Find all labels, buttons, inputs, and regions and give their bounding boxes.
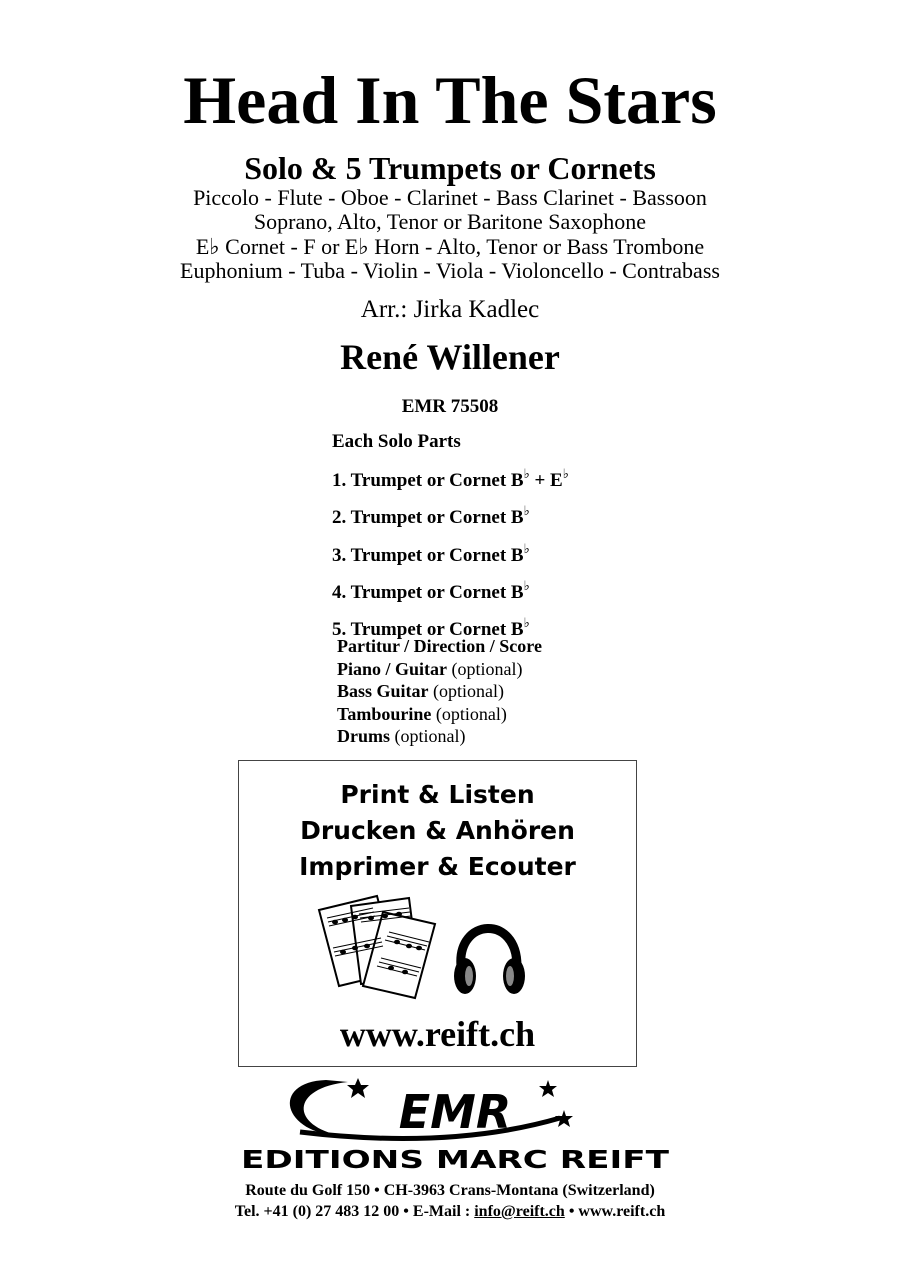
extra-part-name: Bass Guitar <box>337 681 429 701</box>
instrument-list <box>0 186 900 284</box>
extra-part-item <box>337 658 542 681</box>
print-listen-line: Print & Listen <box>340 780 535 809</box>
publisher-contact <box>0 1180 900 1222</box>
piece-title: Head In The Stars <box>183 62 717 138</box>
extra-part-item <box>337 703 542 726</box>
piece-subtitle: Solo & 5 Trumpets or Cornets <box>244 150 656 186</box>
solo-parts-header: Each Solo Parts <box>332 431 461 452</box>
extra-part-item <box>337 725 542 748</box>
flat-sign: ♭ <box>523 503 530 519</box>
publisher-address: Route du Golf 150 • CH-3963 Crans-Montana (Switzerland) <box>245 1182 655 1199</box>
composer: René Willener <box>340 337 560 377</box>
extra-part-note: (optional) <box>428 681 504 701</box>
extra-part-name: Tambourine <box>337 703 432 724</box>
instrument-line: E♭ Cornet - F or E♭ Horn - Alto, Tenor or Bass Trombone <box>195 233 705 259</box>
instrument-line: Euphonium - Tuba - Violin - Viola - Violoncello - Contrabass <box>180 258 720 284</box>
extra-part-note: (optional) <box>447 658 523 679</box>
solo-part-item <box>332 571 569 608</box>
solo-part-label: 4. Trumpet or Cornet B <box>332 581 524 603</box>
flat-sign: ♭ <box>523 577 530 593</box>
catalog-number: EMR 75508 <box>401 396 499 417</box>
headphones-icon <box>454 928 525 994</box>
print-listen-line: Drucken & Anhören <box>300 816 575 845</box>
solo-part-label: 3. Trumpet or Cornet B <box>332 544 524 566</box>
flat-sign: ♭ <box>523 615 530 631</box>
extra-part-name: Partitur / Direction / Score <box>337 636 542 656</box>
emr-logo <box>230 1074 680 1174</box>
flat-sign: ♭ <box>562 466 569 481</box>
extra-part-name: Piano / Guitar <box>337 658 448 679</box>
print-listen-art <box>311 888 551 1003</box>
solo-part-item <box>332 459 569 496</box>
logo-text: EMR <box>398 1085 512 1139</box>
print-listen-box <box>238 760 637 1067</box>
arranger: Arr.: Jirka Kadlec <box>360 296 540 323</box>
solo-part-label: 2. Trumpet or Cornet B <box>332 507 524 529</box>
website-link[interactable]: www.reift.ch <box>339 1014 536 1054</box>
flat-sign: ♭ <box>523 466 530 481</box>
solo-part-item <box>332 534 569 571</box>
extra-part-name: Drums <box>337 726 390 746</box>
instrument-line: Soprano, Alto, Tenor or Baritone Saxophone <box>253 209 647 235</box>
extra-part-note: (optional) <box>390 726 466 746</box>
print-listen-line: Imprimer & Ecouter <box>299 852 576 881</box>
publisher-contact-line <box>0 1201 900 1222</box>
flat-sign: ♭ <box>523 540 530 556</box>
solo-part-label-extra: + E <box>529 470 563 491</box>
extra-part-item <box>337 635 542 658</box>
instrument-line: Piccolo - Flute - Oboe - Clarinet - Bass Clarinet - Bassoon <box>193 185 707 210</box>
solo-part-item <box>332 496 569 533</box>
contact-website: • www.reift.ch <box>564 1203 666 1220</box>
publisher-name: EDITIONS MARC REIFT <box>241 1145 669 1174</box>
solo-parts-list <box>332 431 569 645</box>
extra-part-note: (optional) <box>431 703 507 724</box>
contact-phone: Tel. +41 (0) 27 483 12 00 • E-Mail : <box>234 1203 475 1220</box>
extra-parts-list <box>337 635 542 748</box>
extra-part-item <box>337 680 542 703</box>
email-link[interactable]: info@reift.ch <box>474 1203 565 1220</box>
sheet-music-icon <box>319 896 435 998</box>
solo-part-label: 1. Trumpet or Cornet B <box>332 470 524 491</box>
solo-part-label: 5. Trumpet or Cornet B <box>332 619 524 641</box>
